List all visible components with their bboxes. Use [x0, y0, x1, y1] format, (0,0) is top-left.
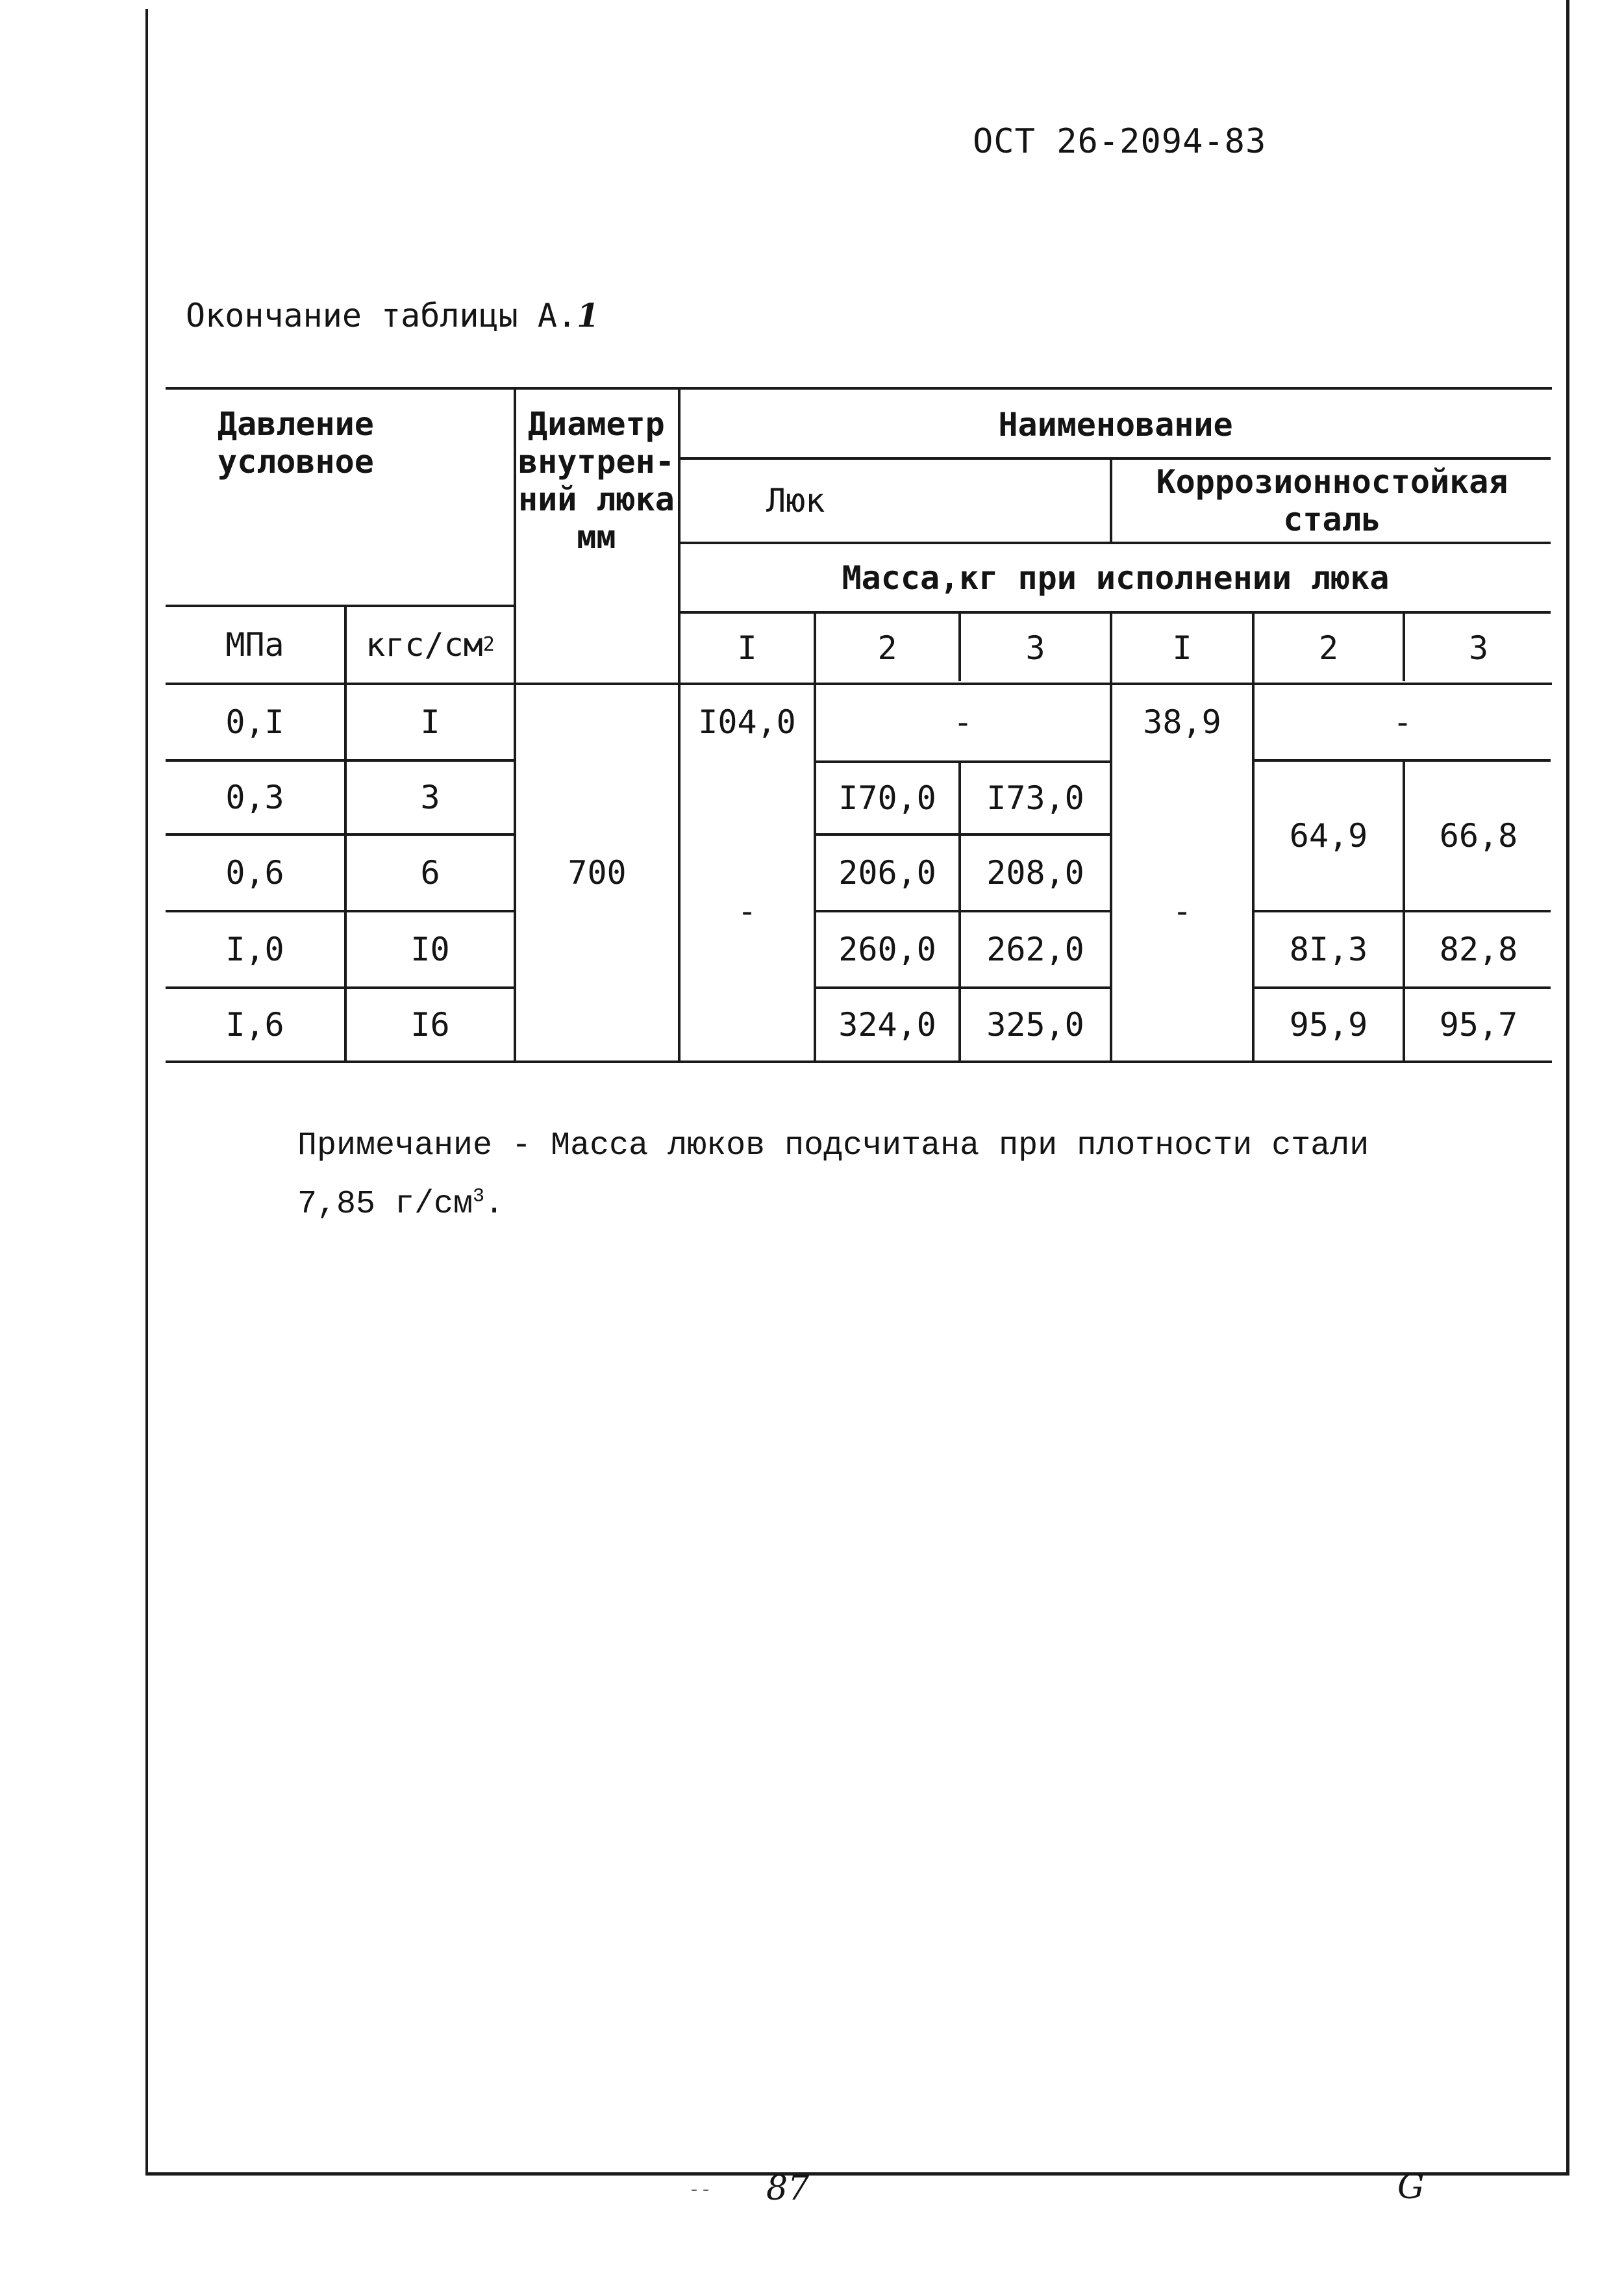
- kgf-cell: 3: [420, 779, 440, 816]
- steel-v2-cell: 8I,3: [1289, 931, 1368, 968]
- frame-bottom-border: [145, 2172, 1569, 2176]
- note-period: .: [484, 1186, 505, 1223]
- header-version-hatch-2: 2: [877, 629, 897, 667]
- steel-v1-rows2-5: -: [1172, 892, 1192, 930]
- header-version-hatch-1: I: [737, 629, 757, 667]
- header-diameter: Диаметр внутрен- ний люка мм: [518, 405, 675, 556]
- hatch-v2-cell: 206,0: [838, 854, 936, 892]
- hatch-v2-cell: 260,0: [838, 931, 936, 968]
- kgf-cell: 6: [420, 854, 440, 892]
- steel-v2-cell: 95,9: [1289, 1006, 1368, 1044]
- hatch-v3-cell: 262,0: [986, 931, 1084, 968]
- note-line-2: [297, 1175, 1369, 1234]
- hatch-v3-cell: 208,0: [986, 854, 1084, 892]
- hatch-v2-cell: 324,0: [838, 1006, 936, 1044]
- header-steel: Коррозионностойкая сталь: [1156, 463, 1508, 538]
- steel-v2-cell: 64,9: [1289, 817, 1368, 855]
- header-kgf: кгс/см 2: [366, 626, 495, 664]
- kgf-cell: I0: [410, 931, 450, 968]
- mpa-cell: I,6: [225, 1006, 284, 1044]
- note-density-exponent: 3: [473, 1185, 485, 1208]
- sheet-mark: G: [1397, 2168, 1425, 2207]
- steel-v3-cell: 95,7: [1439, 1006, 1518, 1044]
- steel-v3-cell: 66,8: [1439, 817, 1518, 855]
- header-version-steel-3: 3: [1468, 629, 1489, 667]
- document-code: ОСТ 26-2094-83: [973, 122, 1267, 161]
- table-caption: [186, 296, 599, 334]
- note-line-1: Примечание - Масса люков подсчитана при плотности стали: [297, 1127, 1369, 1164]
- mpa-cell: 0,I: [225, 703, 284, 741]
- frame-left-border: [145, 9, 148, 2175]
- note-density: 7,85 г/см: [297, 1186, 473, 1223]
- steel-v1-row1: 38,9: [1143, 703, 1221, 741]
- mpa-cell: I,0: [225, 931, 284, 968]
- rule-bottom: [166, 1060, 1552, 1063]
- hatch-v2-cell: I70,0: [838, 779, 936, 817]
- header-version-steel-2: 2: [1318, 629, 1339, 667]
- header-version-hatch-3: 3: [1025, 629, 1045, 667]
- footer-mark: --: [688, 2178, 712, 2201]
- mpa-cell: 0,3: [225, 779, 284, 816]
- kgf-cell: I: [420, 703, 440, 741]
- header-name: Наименование: [998, 406, 1233, 444]
- header-kgf-unit: кгс/см: [366, 626, 483, 664]
- header-pressure: Давление условное: [218, 405, 374, 481]
- mpa-cell: 0,6: [225, 854, 284, 892]
- caption-number: 1: [577, 296, 599, 334]
- hatch-v3-cell: I73,0: [986, 779, 1084, 817]
- header-version-steel-1: I: [1172, 629, 1192, 667]
- header-hatch: Люк: [766, 482, 825, 520]
- hatch-v1-row1: I04,0: [698, 703, 796, 741]
- kgf-cell: I6: [410, 1006, 450, 1044]
- page-number: 87: [766, 2169, 810, 2208]
- header-mass: Масса,кг при исполнении люка: [842, 558, 1390, 597]
- frame-right-border: [1566, 0, 1569, 2175]
- hatch-v23-row1-dash: -: [953, 703, 973, 741]
- rule-top: [166, 387, 1552, 390]
- steel-v3-cell: 82,8: [1439, 931, 1518, 968]
- hatch-v1-rows2-5: -: [737, 892, 757, 930]
- header-mpa: МПа: [225, 626, 284, 664]
- table-note: [297, 1117, 1369, 1234]
- hatch-v3-cell: 325,0: [986, 1006, 1084, 1044]
- caption-text: Окончание таблицы А.: [186, 297, 577, 334]
- steel-v23-row1-dash: -: [1392, 703, 1413, 741]
- diameter-value: 700: [568, 854, 627, 892]
